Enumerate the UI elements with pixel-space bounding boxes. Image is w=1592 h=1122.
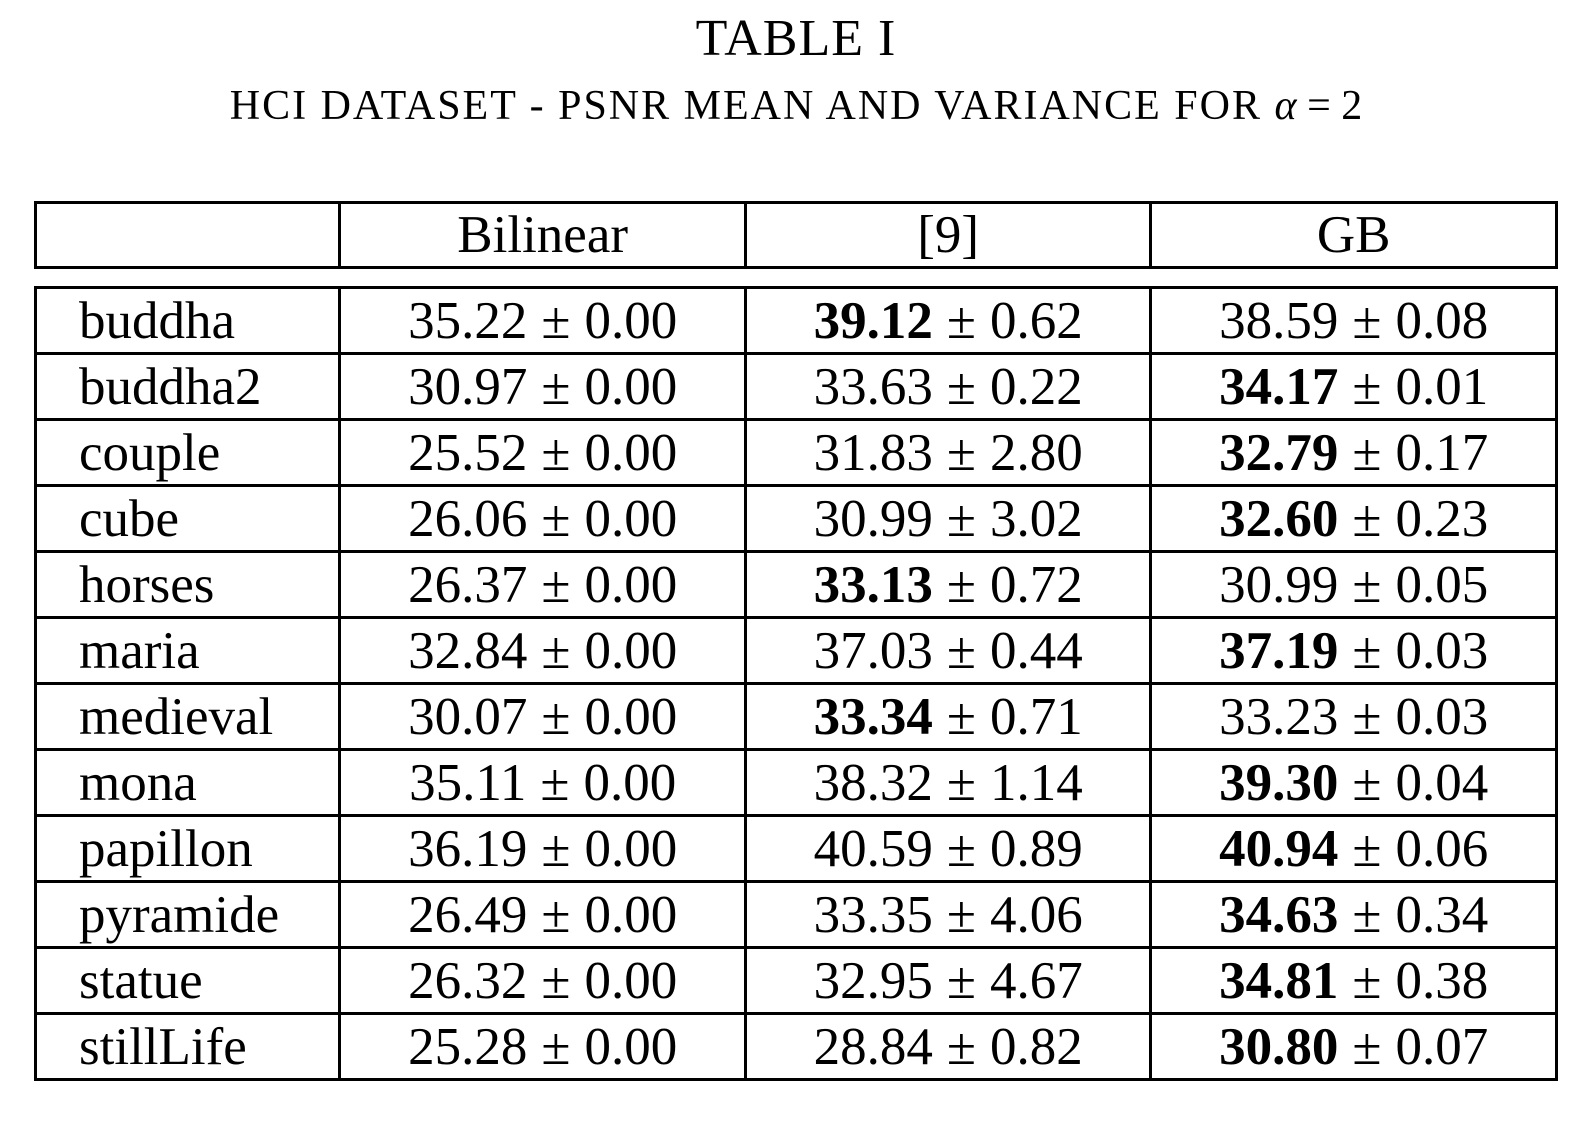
- row-label-0: buddha: [36, 288, 340, 354]
- row-label-6: medieval: [36, 684, 340, 750]
- table-row: [36, 684, 1557, 750]
- plus-minus-symbol: ±: [541, 687, 571, 746]
- plus-minus-symbol: ±: [1352, 357, 1382, 416]
- plus-minus-symbol: ±: [541, 489, 571, 548]
- table-row: [36, 618, 1557, 684]
- plus-minus-symbol: ±: [946, 423, 976, 482]
- cell-gb: [1151, 750, 1557, 816]
- caption-alpha-value: = 2: [1296, 83, 1363, 129]
- plus-minus-symbol: ±: [946, 489, 976, 548]
- cell-ref9: [745, 420, 1151, 486]
- cell-bilinear: [340, 1014, 746, 1080]
- plus-minus-symbol: ±: [946, 753, 976, 812]
- row-label-1: buddha2: [36, 354, 340, 420]
- cell-mean: 35.11: [409, 753, 527, 812]
- cell-variance: 0.01: [1395, 357, 1489, 416]
- table-row: [36, 882, 1557, 948]
- cell-mean: 31.83: [813, 423, 933, 482]
- plus-minus-symbol: ±: [1352, 489, 1382, 548]
- plus-minus-symbol: ±: [946, 885, 976, 944]
- cell-ref9: [745, 684, 1151, 750]
- cell-variance: 0.00: [584, 687, 678, 746]
- cell-mean: 33.35: [813, 885, 933, 944]
- cell-mean: 32.95: [813, 951, 933, 1010]
- cell-variance: 0.23: [1395, 489, 1489, 548]
- plus-minus-symbol: ±: [946, 951, 976, 1010]
- cell-ref9: [745, 816, 1151, 882]
- cell-ref9: [745, 552, 1151, 618]
- cell-ref9: [745, 288, 1151, 354]
- plus-minus-symbol: ±: [1352, 687, 1382, 746]
- cell-mean: 32.84: [408, 621, 528, 680]
- cell-mean: 33.23: [1219, 687, 1339, 746]
- cell-mean: 37.03: [813, 621, 933, 680]
- cell-bilinear: [340, 816, 746, 882]
- cell-gb: [1151, 816, 1557, 882]
- cell-ref9: [745, 948, 1151, 1014]
- table-caption-label: TABLE I: [695, 10, 897, 67]
- row-label-4: horses: [36, 552, 340, 618]
- cell-ref9: [745, 882, 1151, 948]
- row-label-11: stillLife: [36, 1014, 340, 1080]
- cell-gb: [1151, 684, 1557, 750]
- cell-variance: 0.00: [583, 753, 677, 812]
- plus-minus-symbol: ±: [541, 357, 571, 416]
- cell-ref9: [745, 1014, 1151, 1080]
- cell-variance: 0.00: [584, 885, 678, 944]
- cell-ref9: [745, 618, 1151, 684]
- cell-bilinear: [340, 618, 746, 684]
- cell-ref9: [745, 750, 1151, 816]
- cell-gb: [1151, 618, 1557, 684]
- cell-variance: 0.22: [989, 357, 1083, 416]
- plus-minus-symbol: ±: [1352, 555, 1382, 614]
- table-row: [36, 420, 1557, 486]
- row-label-2: couple: [36, 420, 340, 486]
- cell-bilinear: [340, 882, 746, 948]
- header-cell-gb: GB: [1151, 203, 1557, 268]
- cell-mean: 26.06: [408, 489, 528, 548]
- table-header: [34, 201, 1558, 269]
- cell-variance: 0.00: [584, 555, 678, 614]
- cell-mean: 33.13: [813, 555, 933, 614]
- plus-minus-symbol: ±: [1352, 621, 1382, 680]
- plus-minus-symbol: ±: [946, 687, 976, 746]
- cell-variance: 0.00: [584, 951, 678, 1010]
- cell-variance: 4.06: [989, 885, 1083, 944]
- table-body: [34, 286, 1558, 1081]
- caption-title-text: HCI DATASET - PSNR MEAN AND VARIANCE FOR: [229, 83, 1275, 129]
- cell-variance: 0.00: [584, 423, 678, 482]
- cell-variance: 0.38: [1395, 951, 1489, 1010]
- cell-mean: 35.22: [408, 291, 528, 350]
- cell-mean: 25.52: [408, 423, 528, 482]
- cell-mean: 25.28: [408, 1017, 528, 1076]
- plus-minus-symbol: ±: [541, 951, 571, 1010]
- cell-mean: 39.30: [1219, 753, 1339, 812]
- cell-mean: 37.19: [1219, 621, 1339, 680]
- plus-minus-symbol: ±: [540, 753, 570, 812]
- cell-bilinear: [340, 420, 746, 486]
- plus-minus-symbol: ±: [946, 819, 976, 878]
- cell-mean: 38.32: [813, 753, 933, 812]
- cell-bilinear: [340, 684, 746, 750]
- table-row: [36, 354, 1557, 420]
- cell-mean: 32.79: [1219, 423, 1339, 482]
- plus-minus-symbol: ±: [946, 621, 976, 680]
- cell-variance: 0.71: [989, 687, 1083, 746]
- plus-minus-symbol: ±: [946, 357, 976, 416]
- plus-minus-symbol: ±: [946, 555, 976, 614]
- plus-minus-symbol: ±: [1352, 951, 1382, 1010]
- cell-bilinear: [340, 552, 746, 618]
- cell-bilinear: [340, 750, 746, 816]
- header-cell-bilinear: Bilinear: [340, 203, 746, 268]
- plus-minus-symbol: ±: [946, 291, 976, 350]
- cell-variance: 0.62: [989, 291, 1083, 350]
- table-row: [36, 288, 1557, 354]
- table-row: [36, 1014, 1557, 1080]
- cell-mean: 39.12: [813, 291, 933, 350]
- cell-variance: 0.44: [989, 621, 1083, 680]
- cell-variance: 0.06: [1395, 819, 1489, 878]
- plus-minus-symbol: ±: [1352, 423, 1382, 482]
- cell-gb: [1151, 486, 1557, 552]
- cell-gb: [1151, 948, 1557, 1014]
- cell-variance: 0.00: [584, 1017, 678, 1076]
- cell-variance: 4.67: [989, 951, 1083, 1010]
- cell-bilinear: [340, 354, 746, 420]
- cell-variance: 0.72: [989, 555, 1083, 614]
- cell-ref9: [745, 354, 1151, 420]
- cell-gb: [1151, 354, 1557, 420]
- caption-alpha-symbol: α: [1274, 83, 1297, 129]
- plus-minus-symbol: ±: [1352, 819, 1382, 878]
- cell-variance: 0.03: [1395, 687, 1489, 746]
- plus-minus-symbol: ±: [541, 555, 571, 614]
- cell-variance: 0.05: [1395, 555, 1489, 614]
- cell-variance: 0.07: [1395, 1017, 1489, 1076]
- cell-mean: 30.99: [1219, 555, 1339, 614]
- table-row: [36, 750, 1557, 816]
- cell-mean: 34.63: [1219, 885, 1339, 944]
- plus-minus-symbol: ±: [541, 291, 571, 350]
- cell-ref9: [745, 486, 1151, 552]
- header-cell-empty: [36, 203, 340, 268]
- cell-variance: 0.03: [1395, 621, 1489, 680]
- plus-minus-symbol: ±: [1352, 1017, 1382, 1076]
- cell-variance: 0.00: [584, 489, 678, 548]
- cell-variance: 0.82: [989, 1017, 1083, 1076]
- cell-mean: 26.37: [408, 555, 528, 614]
- cell-mean: 34.81: [1219, 951, 1339, 1010]
- plus-minus-symbol: ±: [541, 1017, 571, 1076]
- cell-variance: 0.00: [584, 621, 678, 680]
- cell-bilinear: [340, 288, 746, 354]
- plus-minus-symbol: ±: [1352, 753, 1382, 812]
- cell-mean: 30.97: [408, 357, 528, 416]
- cell-mean: 33.34: [813, 687, 933, 746]
- header-cell-ref9: [9]: [745, 203, 1151, 268]
- cell-variance: 0.00: [584, 357, 678, 416]
- row-label-8: papillon: [36, 816, 340, 882]
- cell-mean: 38.59: [1219, 291, 1339, 350]
- header-row: [36, 203, 1557, 268]
- row-label-7: mona: [36, 750, 340, 816]
- cell-mean: 26.49: [408, 885, 528, 944]
- cell-variance: 0.08: [1395, 291, 1489, 350]
- cell-variance: 0.04: [1395, 753, 1489, 812]
- cell-bilinear: [340, 486, 746, 552]
- row-label-9: pyramide: [36, 882, 340, 948]
- cell-mean: 34.17: [1219, 357, 1339, 416]
- plus-minus-symbol: ±: [1352, 885, 1382, 944]
- cell-mean: 33.63: [813, 357, 933, 416]
- plus-minus-symbol: ±: [541, 885, 571, 944]
- plus-minus-symbol: ±: [541, 621, 571, 680]
- cell-variance: 0.34: [1395, 885, 1489, 944]
- cell-mean: 40.59: [813, 819, 933, 878]
- table-row: [36, 486, 1557, 552]
- cell-mean: 26.32: [408, 951, 528, 1010]
- plus-minus-symbol: ±: [1352, 291, 1382, 350]
- cell-gb: [1151, 1014, 1557, 1080]
- plus-minus-symbol: ±: [541, 423, 571, 482]
- cell-variance: 3.02: [989, 489, 1083, 548]
- cell-gb: [1151, 288, 1557, 354]
- row-label-10: statue: [36, 948, 340, 1014]
- table-row: [36, 552, 1557, 618]
- cell-mean: 32.60: [1219, 489, 1339, 548]
- table-row: [36, 816, 1557, 882]
- table-row: [36, 948, 1557, 1014]
- cell-gb: [1151, 420, 1557, 486]
- cell-variance: 0.00: [584, 819, 678, 878]
- cell-mean: 40.94: [1219, 819, 1339, 878]
- plus-minus-symbol: ±: [541, 819, 571, 878]
- cell-variance: 1.14: [989, 753, 1083, 812]
- cell-variance: 0.89: [989, 819, 1083, 878]
- cell-variance: 0.17: [1395, 423, 1489, 482]
- row-label-5: maria: [36, 618, 340, 684]
- cell-mean: 30.99: [813, 489, 933, 548]
- cell-mean: 36.19: [408, 819, 528, 878]
- cell-variance: 0.00: [584, 291, 678, 350]
- row-label-3: cube: [36, 486, 340, 552]
- plus-minus-symbol: ±: [946, 1017, 976, 1076]
- cell-gb: [1151, 882, 1557, 948]
- cell-bilinear: [340, 948, 746, 1014]
- table-caption-title: [0, 80, 1592, 132]
- cell-gb: [1151, 552, 1557, 618]
- cell-mean: 28.84: [813, 1017, 933, 1076]
- cell-mean: 30.07: [408, 687, 528, 746]
- cell-mean: 30.80: [1219, 1017, 1339, 1076]
- cell-variance: 2.80: [989, 423, 1083, 482]
